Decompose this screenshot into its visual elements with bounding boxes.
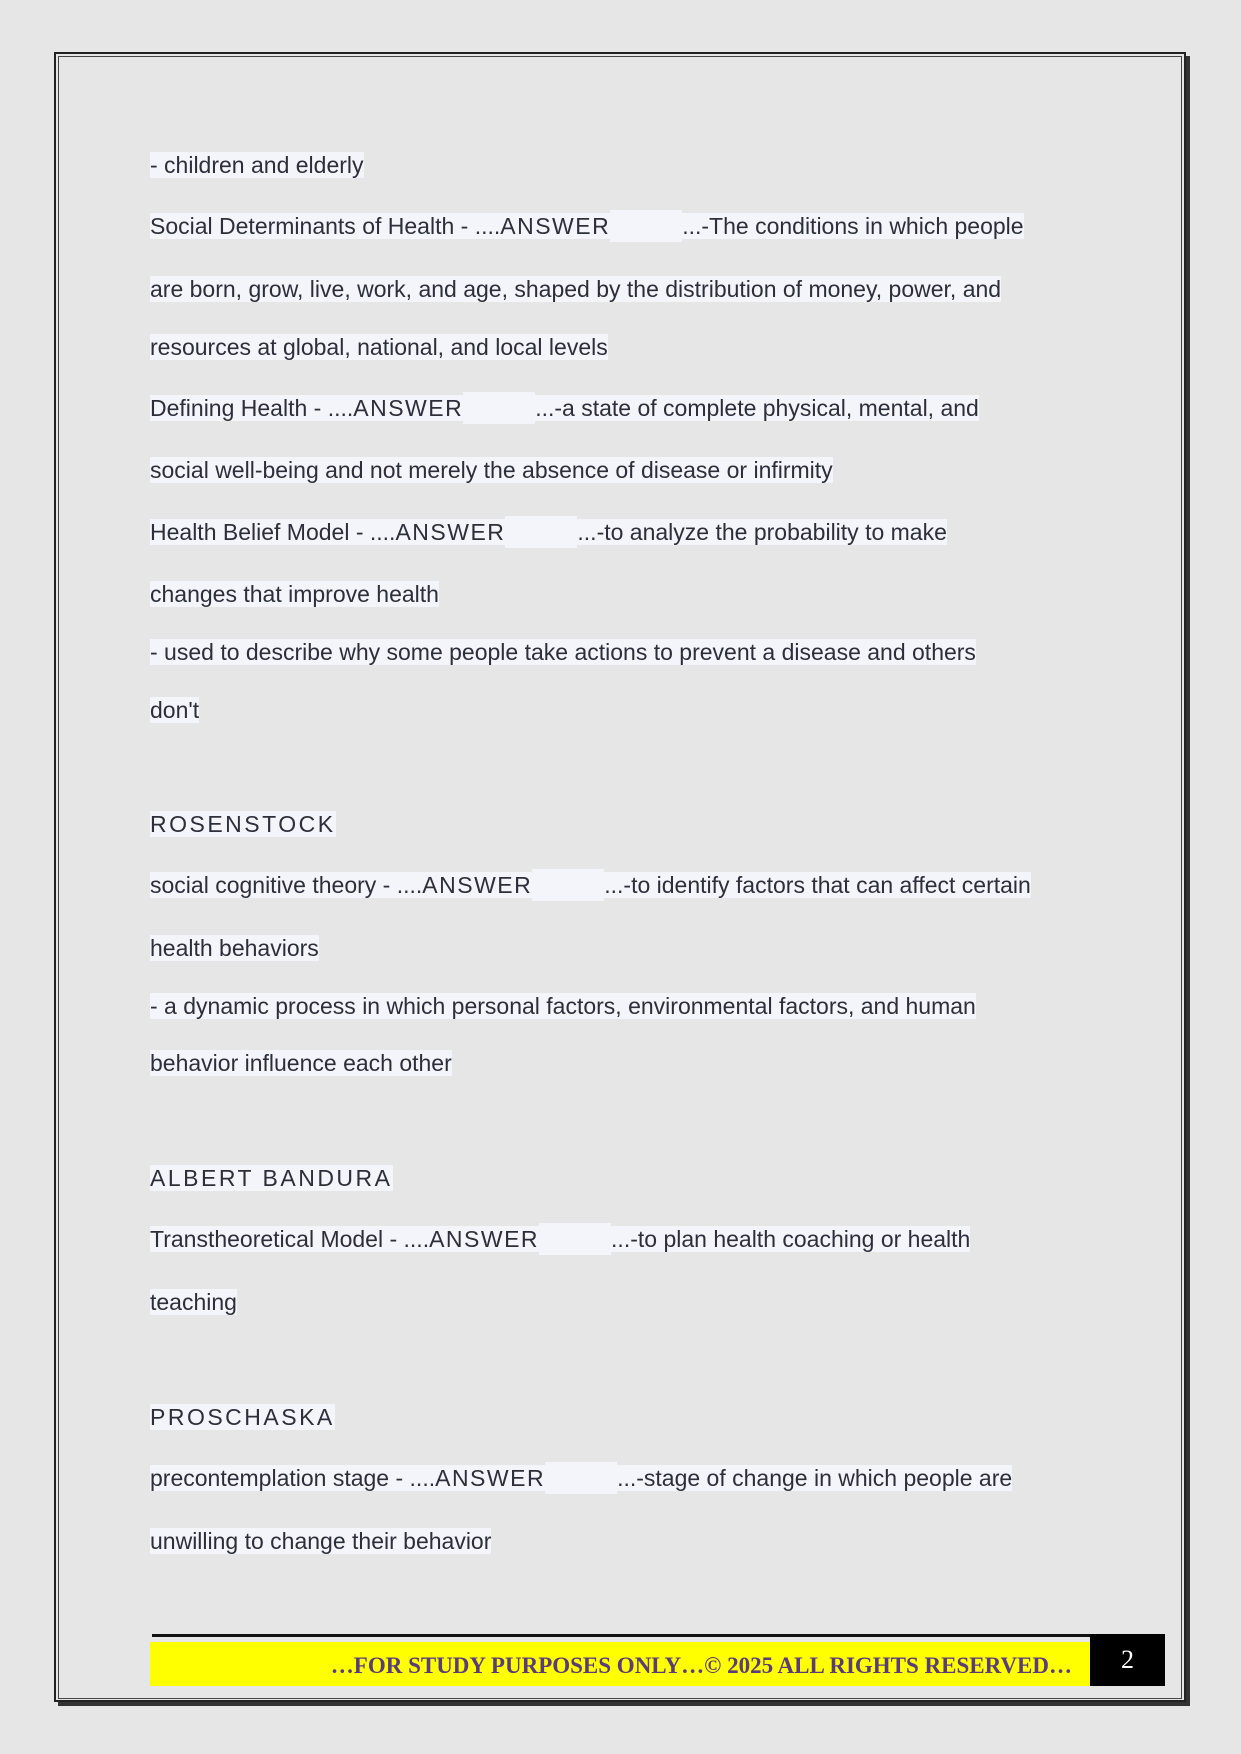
body-line [150, 1047, 452, 1079]
author-name: ROSENSTOCK [150, 811, 336, 837]
body-text: teaching [150, 1289, 237, 1315]
body-line [150, 578, 439, 610]
answer-tag: ANSWER [500, 213, 611, 239]
qa-entry-social-determinants [150, 210, 1024, 242]
answer-gap [610, 210, 682, 242]
qa-entry-health-belief-model [150, 516, 947, 548]
answer-gap [539, 1223, 611, 1255]
body-text: unwilling to change their behavior [150, 1528, 492, 1554]
qa-term: Social Determinants of Health - .... [150, 213, 501, 239]
qa-term: Health Belief Model - .... [150, 519, 396, 545]
body-text: resources at global, national, and local levels [150, 334, 608, 360]
body-line [150, 273, 1001, 305]
qa-term: Transtheoretical Model - .... [150, 1226, 430, 1252]
qa-answer: ...-stage of change in which people are [617, 1465, 1013, 1491]
author-heading [150, 1401, 335, 1433]
body-text: social well-being and not merely the absence of disease or infirmity [150, 457, 833, 483]
body-text: - used to describe why some people take actions to prevent a disease and others [150, 639, 976, 665]
author-name: ALBERT BANDURA [150, 1165, 393, 1191]
qa-term: social cognitive theory - .... [150, 872, 423, 898]
body-line [150, 932, 319, 964]
body-line [150, 149, 364, 181]
qa-entry-social-cognitive-theory [150, 869, 1031, 901]
body-line [150, 990, 976, 1022]
footer-notice: …FOR STUDY PURPOSES ONLY…© 2025 ALL RIGHTS RESERVED… [150, 1642, 1090, 1686]
qa-entry-transtheoretical-model [150, 1223, 970, 1255]
body-line [150, 1286, 237, 1318]
qa-answer: ...-to plan health coaching or health [611, 1226, 971, 1252]
qa-answer: ...-to analyze the probability to make [577, 519, 947, 545]
qa-entry-defining-health [150, 392, 979, 424]
answer-gap [463, 392, 535, 424]
author-heading [150, 1162, 393, 1194]
page-border-shadow-right [1186, 56, 1190, 1706]
body-line [150, 636, 976, 668]
answer-gap [505, 516, 577, 548]
body-line [150, 694, 199, 726]
qa-term: precontemplation stage - .... [150, 1465, 436, 1491]
body-line [150, 1525, 491, 1557]
author-heading [150, 808, 336, 840]
author-name: PROSCHASKA [150, 1404, 335, 1430]
page-border-shadow-bottom [58, 1702, 1190, 1706]
qa-answer: ...-The conditions in which people [682, 213, 1024, 239]
qa-entry-precontemplation-stage [150, 1462, 1012, 1494]
body-text: don't [150, 697, 200, 723]
answer-tag: ANSWER [429, 1226, 540, 1252]
answer-tag: ANSWER [395, 519, 506, 545]
qa-term: Defining Health - .... [150, 395, 354, 421]
body-text: behavior influence each other [150, 1050, 452, 1076]
answer-gap [532, 869, 604, 901]
answer-tag: ANSWER [353, 395, 464, 421]
body-text: - children and elderly [150, 152, 364, 178]
answer-gap [545, 1462, 617, 1494]
body-line [150, 454, 833, 486]
body-text: health behaviors [150, 935, 319, 961]
qa-answer: ...-to identify factors that can affect certain [604, 872, 1031, 898]
body-text: - a dynamic process in which personal factors, environmental factors, and human [150, 993, 976, 1019]
body-line [150, 331, 608, 363]
footer-rule [152, 1634, 1090, 1637]
body-text: are born, grow, live, work, and age, shaped by the distribution of money, power, and [150, 276, 1002, 302]
body-text: changes that improve health [150, 581, 439, 607]
qa-answer: ...-a state of complete physical, mental, and [535, 395, 979, 421]
answer-tag: ANSWER [422, 872, 533, 898]
page-number: 2 [1090, 1634, 1165, 1686]
answer-tag: ANSWER [435, 1465, 546, 1491]
